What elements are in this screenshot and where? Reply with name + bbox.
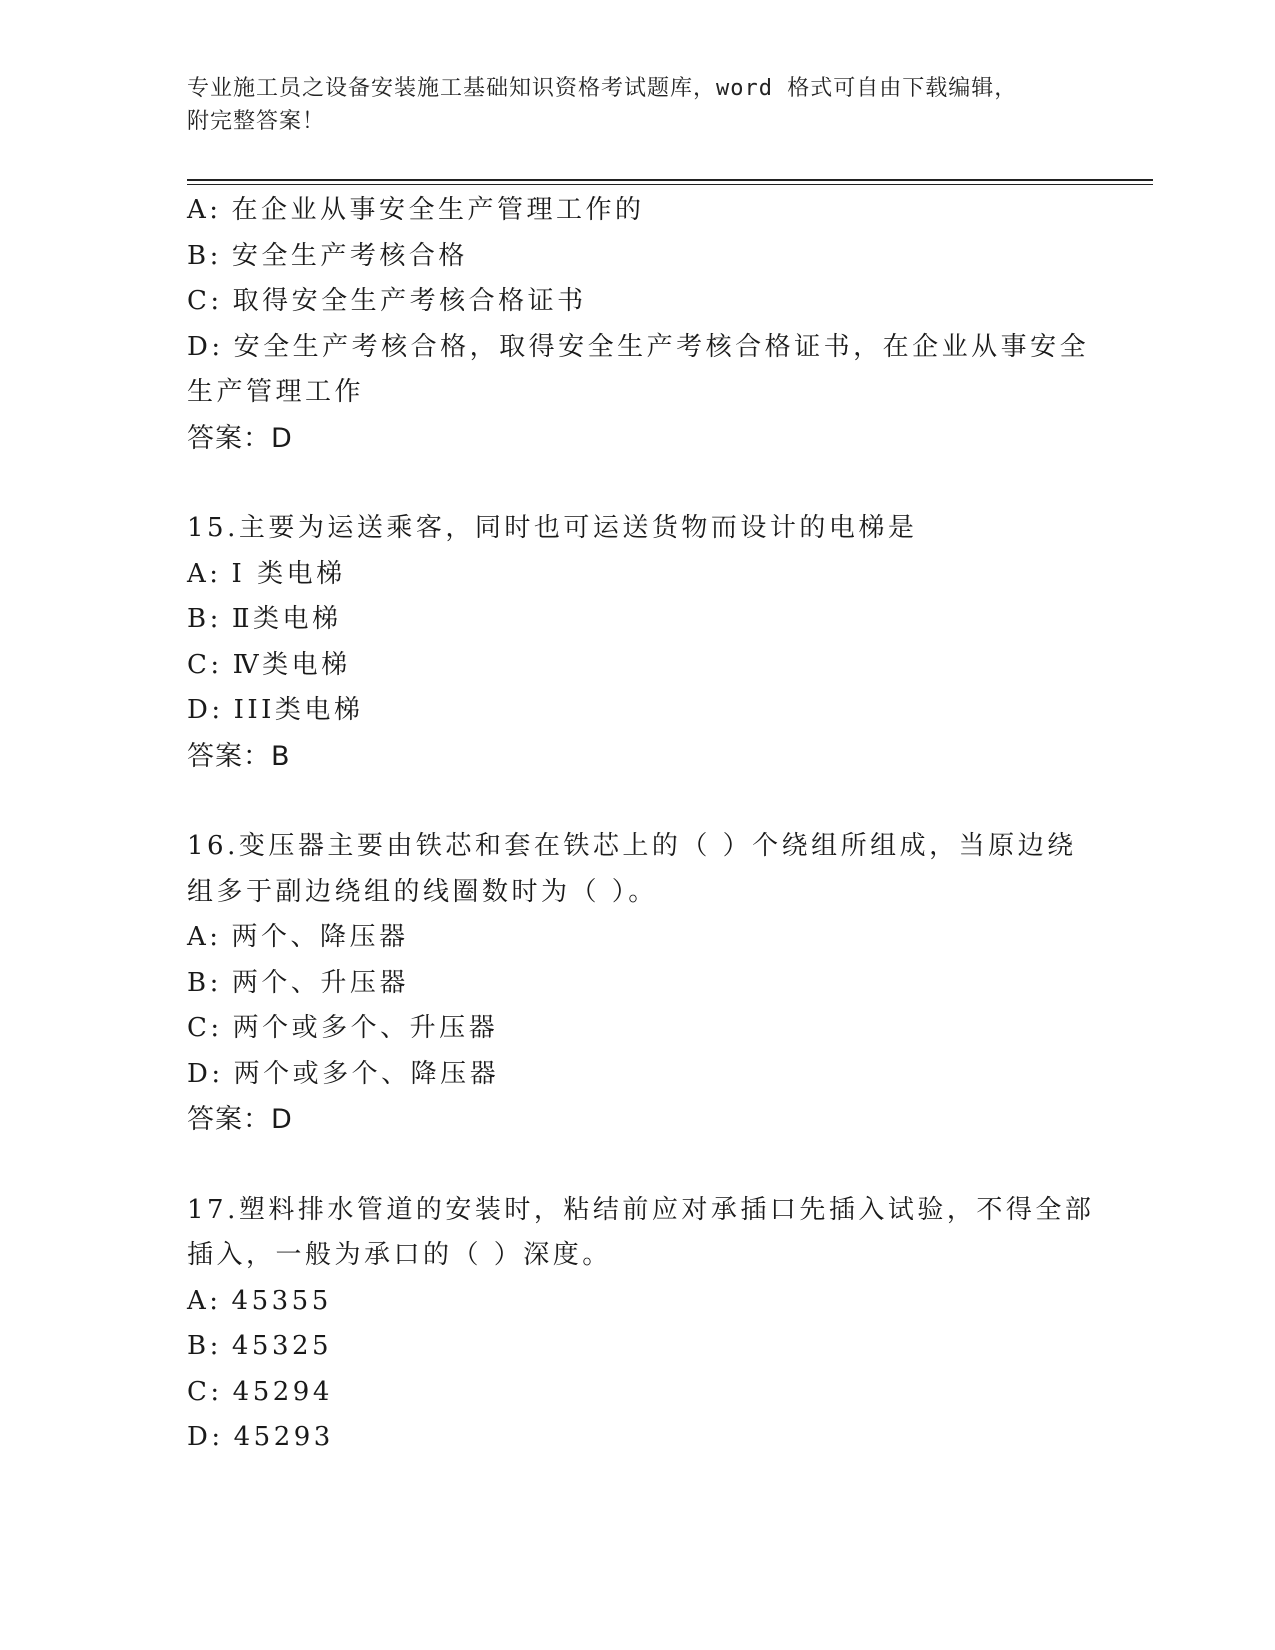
document-header: [187, 72, 1067, 138]
option-letter: A:: [187, 195, 222, 225]
option-text: Ⅳ类电梯: [232, 649, 351, 680]
option-text: 45293: [233, 1422, 334, 1452]
option-text: 两个、降压器: [231, 922, 409, 952]
option-a: [187, 1279, 1087, 1325]
question-text-line-1: 16.变压器主要由铁芯和套在铁芯上的（ ）个绕组所组成，当原边绕: [187, 831, 1077, 861]
option-text: 45294: [232, 1376, 333, 1407]
option-text: 取得安全生产考核合格证书: [232, 286, 587, 316]
option-letter: C:: [187, 1013, 223, 1043]
option-text: 在企业从事安全生产管理工作的: [231, 195, 645, 225]
option-letter: D:: [187, 1422, 224, 1452]
option-d-continuation: 生产管理工作: [187, 377, 365, 407]
option-text: 45325: [231, 1331, 333, 1361]
option-text: 两个、升压器: [231, 967, 409, 998]
option-c: [187, 643, 1087, 689]
answer-16: 答案：D: [187, 1104, 293, 1135]
option-a: [187, 188, 1087, 234]
answer-15: 答案：B: [187, 740, 291, 772]
option-letter: D:: [187, 331, 224, 362]
option-d: [187, 325, 1090, 371]
option-letter: A:: [187, 1285, 222, 1316]
option-a: [187, 552, 1087, 598]
option-letter: D:: [187, 695, 224, 725]
question-16: [187, 824, 1087, 1143]
option-text: 45355: [231, 1285, 332, 1316]
option-c: [187, 1370, 1087, 1416]
question-text-line-1: 17.塑料排水管道的安装时，粘结前应对承插口先插入试验，不得全部: [187, 1194, 1095, 1225]
spacer: [187, 779, 1087, 824]
option-text: III类电梯: [233, 695, 364, 725]
question-text-line-2: 插入，一般为承口的（ ）深度。: [187, 1240, 612, 1270]
option-letter: B:: [187, 1331, 222, 1361]
option-b: [187, 597, 1087, 643]
option-c: [187, 1006, 1087, 1052]
option-c: [187, 279, 1087, 325]
option-b: [187, 234, 1087, 280]
option-text: Ⅱ类电梯: [231, 604, 342, 634]
option-a: [187, 915, 1087, 961]
option-letter: B:: [187, 604, 222, 634]
option-letter: C:: [187, 1376, 223, 1407]
option-d: [187, 688, 1087, 734]
question-14: [187, 188, 1090, 461]
option-text: 两个或多个、降压器: [233, 1058, 500, 1089]
option-letter: A:: [187, 922, 222, 952]
question-text-line-2: 组多于副边绕组的线圈数时为（ ）。: [187, 876, 658, 907]
option-text: 安全生产考核合格: [231, 240, 468, 271]
option-letter: A:: [187, 558, 222, 589]
option-b: [187, 1324, 1087, 1370]
header-divider-thin: [187, 184, 1153, 185]
option-letter: C:: [187, 286, 223, 316]
option-text: 安全生产考核合格，取得安全生产考核合格证书，在企业从事安全: [233, 331, 1090, 362]
question-15: [187, 506, 1087, 779]
header-line-1: 专业施工员之设备安装施工基础知识资格考试题库，word 格式可自由下载编辑，: [187, 76, 1018, 101]
option-text: 两个或多个、升压器: [232, 1013, 499, 1043]
answer-14: 答案：D: [187, 422, 293, 454]
option-letter: C:: [187, 649, 223, 680]
header-divider-thick: [187, 179, 1153, 181]
option-b: [187, 961, 1087, 1007]
option-letter: D:: [187, 1058, 224, 1089]
question-text: 15.主要为运送乘客，同时也可运送货物而设计的电梯是: [187, 513, 918, 543]
option-d: [187, 1052, 1087, 1098]
spacer: [187, 461, 1087, 506]
question-17: [187, 1188, 1095, 1461]
spacer: [187, 1143, 1087, 1188]
option-letter: B:: [187, 967, 222, 998]
question-list: [187, 188, 1095, 1461]
header-line-2: 附完整答案！: [187, 109, 326, 134]
option-text: I 类电梯: [231, 558, 346, 589]
option-letter: B:: [187, 240, 222, 271]
option-d: [187, 1415, 1087, 1461]
